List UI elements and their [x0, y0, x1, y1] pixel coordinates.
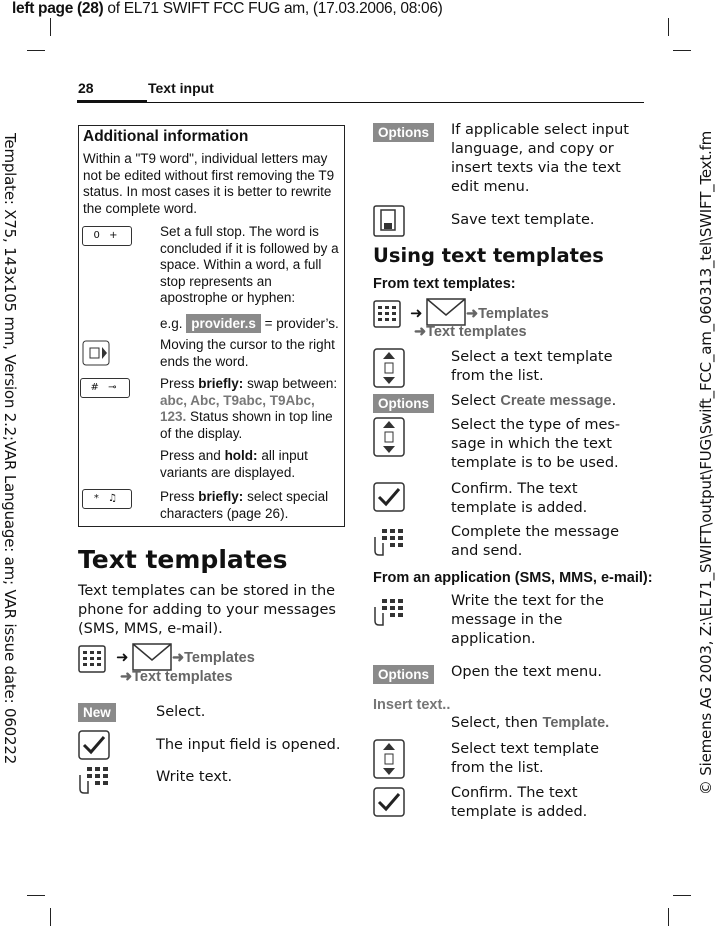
header-rule [77, 100, 147, 103]
using-templates-heading: Using text templates [373, 244, 604, 267]
text-templates-intro: Text templates can be stored in the phone for adding to your messages (SMS, MMS, e-mail). [78, 583, 336, 637]
side-copyright-info: © Siemens AG 2003, Z:\EL71_SWIFT\output\FUG\Swift_FCC_am_060313_tel\SWIFT_Text.fm [697, 130, 715, 796]
keypad-hand-icon [78, 765, 110, 799]
save-text: Save text template. [451, 212, 595, 228]
swap-text: Press briefly: swap between: abc, Abc, T9abc, T9Abc, 123. Status shown in top line of the display. [160, 376, 338, 441]
from-app-label: From an application (SMS, MMS, e-mail): [373, 570, 653, 586]
select-from-list-text: Select a text template from the list. [451, 349, 613, 384]
cursor-right-icon [82, 340, 110, 370]
hash-key-icon: # ⊸ [80, 378, 130, 398]
print-header: left page (28) of EL71 SWIFT FCC FUG am, (17.03.2006, 08:06) [12, 0, 443, 17]
keypad-hand-icon [373, 527, 405, 561]
confirm-added-text: Confirm. The text template is added. [451, 785, 588, 820]
confirm-added-text: Confirm. The text template is added. [451, 481, 588, 516]
from-templates-label: From text templates: [373, 276, 516, 292]
open-menu-text: Open the text menu. [451, 664, 603, 680]
crop-mark [50, 908, 51, 926]
up-down-nav-icon [373, 417, 405, 461]
input-opened-text: The input field is opened. [156, 737, 341, 753]
keypad-hand-icon [373, 597, 405, 631]
options-text: If applicable select input language, and copy or insert texts via the text edit menu. [451, 122, 629, 195]
example-line: e.g. provider.s = provider’s. [160, 316, 339, 331]
up-down-nav-icon [373, 348, 405, 392]
crop-mark [673, 50, 691, 51]
zero-key-icon: 0 + [82, 226, 132, 246]
select-then-template: Select, then Template. [451, 715, 610, 731]
nav-arrow-icon: ➜ [410, 304, 423, 322]
path-text-templates: ➜Text templates [120, 669, 233, 685]
additional-info-intro: Within a "T9 word", individual letters may not be edited without first removing the T9 status. In most cases it is better to rewrite the complete word. [83, 151, 335, 216]
menu-grid-icon [373, 300, 401, 332]
select-text: Select. [156, 704, 206, 720]
cursor-text: Moving the cursor to the right ends the word. [160, 337, 335, 369]
path-templates: ➜Templates [172, 650, 255, 666]
fullstop-text: Set a full stop. The word is concluded if it is followed by a space. Within a word, a full stop represents an apostrophe or hyphen: [160, 224, 339, 305]
crop-mark [668, 908, 669, 926]
write-text: Write text. [156, 769, 233, 785]
select-create-message: Select Create message. [451, 393, 617, 409]
hold-text: Press and hold: all input variants are displayed. [160, 448, 308, 480]
insert-text-label: Insert text.. [373, 697, 451, 713]
write-for-text: Write the text for the message in the application. [451, 593, 604, 647]
confirm-check-icon [373, 482, 405, 516]
page-title: Text input [148, 80, 214, 96]
select-type-text: Select the type of mes-sage in which the text template is to be used. [451, 417, 621, 471]
complete-send-text: Complete the message and send. [451, 524, 620, 559]
menu-grid-icon [78, 645, 106, 677]
nav-arrow-icon: ➜ [116, 648, 129, 666]
confirm-check-icon [373, 787, 405, 821]
side-template-info: Template: X75, 143x105 mm, Version 2.2;VAR Language: am; VAR issue date: 060222 [1, 133, 19, 765]
crop-mark [27, 895, 45, 896]
select-tt-list-text: Select text template from the list. [451, 741, 600, 776]
provider-softkey: provider.s [186, 314, 261, 333]
crop-mark [668, 18, 669, 36]
options-softkey: Options [373, 393, 434, 413]
crop-mark [673, 895, 691, 896]
special-text: Press briefly: select special characters (page 26). [160, 489, 329, 521]
additional-info-heading: Additional information [83, 128, 249, 145]
save-icon [373, 205, 405, 241]
crop-mark [50, 18, 51, 36]
up-down-nav-icon [373, 739, 405, 783]
confirm-check-icon [78, 730, 110, 764]
header-rule [147, 102, 644, 103]
crop-mark [27, 50, 45, 51]
new-softkey: New [78, 702, 116, 722]
path-templates: ➜Templates [466, 306, 549, 322]
page-number: 28 [78, 80, 94, 96]
options-softkey: Options [373, 122, 434, 142]
path-text-templates: ➜Text templates [414, 324, 527, 340]
options-softkey: Options [373, 664, 434, 684]
star-key-icon: * ♫ [82, 489, 132, 509]
text-templates-heading: Text templates [78, 545, 288, 574]
